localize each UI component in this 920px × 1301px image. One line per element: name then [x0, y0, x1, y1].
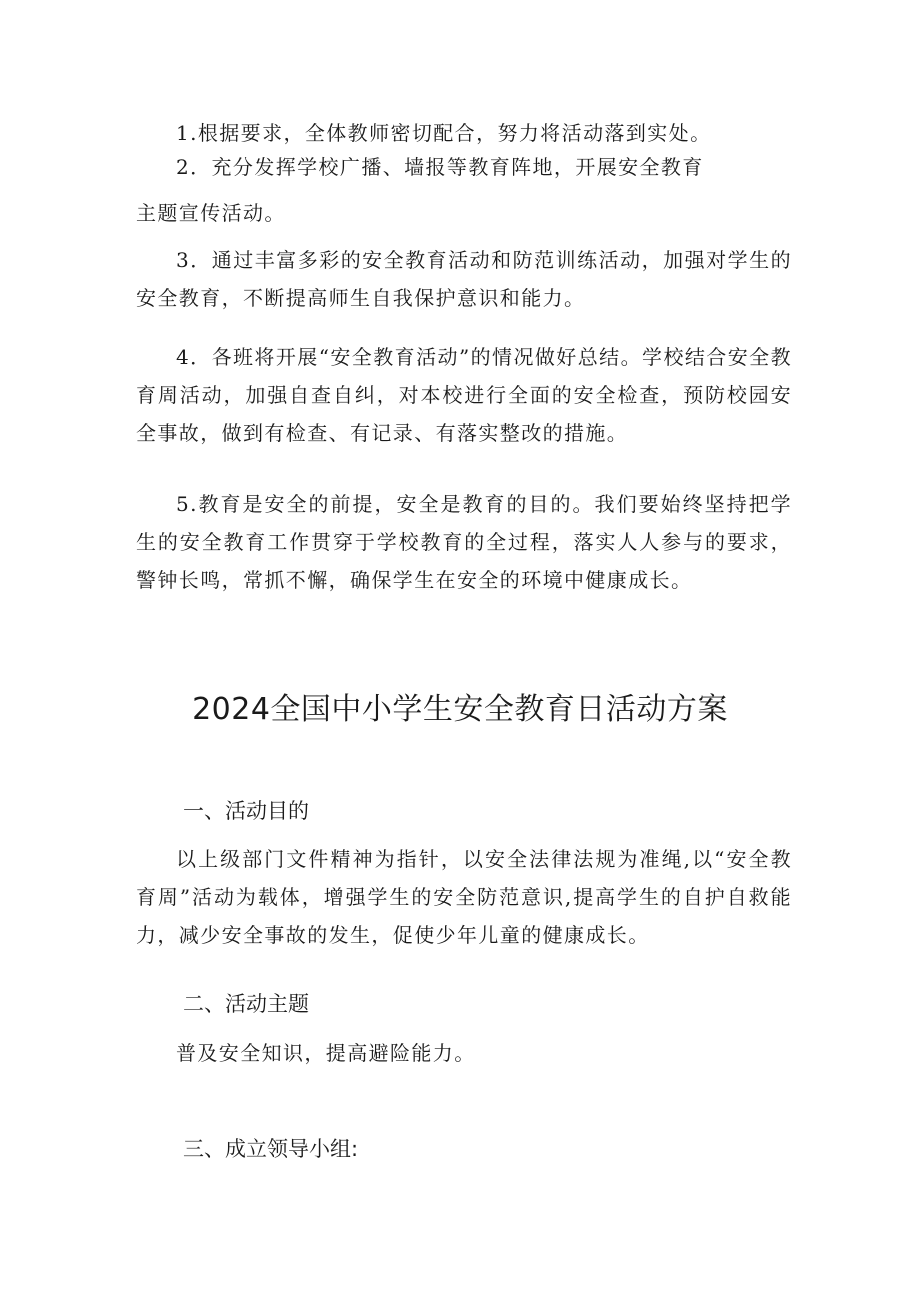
list-item-1: 1.根据要求，全体教师密切配合，努力将活动落到实处。: [176, 121, 712, 145]
list-item-2-line-1: 2．充分发挥学校广播、墙报等教育阵地，开展安全教育: [176, 155, 704, 179]
list-item-2-line-2: 主题宣传活动。: [136, 201, 286, 225]
section-heading-group: 三、成立领导小组:: [183, 1137, 359, 1161]
list-item-5: 5.教育是安全的前提，安全是教育的目的。我们要始终坚持把学生的安全教育工作贯穿于学校教育的全过程，落实人人参与的要求，警钟长鸣，常抓不懈，确保学生在安全的环境中健康成长。: [136, 492, 792, 592]
section-body-theme: 普及安全知识，提高避险能力。: [176, 1041, 476, 1065]
section-heading-purpose: 一、活动目的: [183, 799, 309, 823]
section-heading-theme: 二、活动主题: [183, 992, 309, 1016]
list-item-4: 4．各班将开展“安全教育活动”的情况做好总结。学校结合安全教育周活动，加强自查自纠，对本校进行全面的安全检查，预防校园安全事故，做到有检查、有记录、有落实整改的措施。: [136, 345, 792, 445]
list-item-3: 3．通过丰富多彩的安全教育活动和防范训练活动，加强对学生的安全教育，不断提高师生自我保护意识和能力。: [136, 248, 792, 310]
section-body-purpose: 以上级部门文件精神为指针，以安全法律法规为准绳,以“安全教育周”活动为载体，增强学生的安全防范意识,提高学生的自护自救能力，减少安全事故的发生，促使少年儿童的健康成长。: [136, 847, 792, 947]
document-title: 2024全国中小学生安全教育日活动方案: [192, 692, 728, 727]
